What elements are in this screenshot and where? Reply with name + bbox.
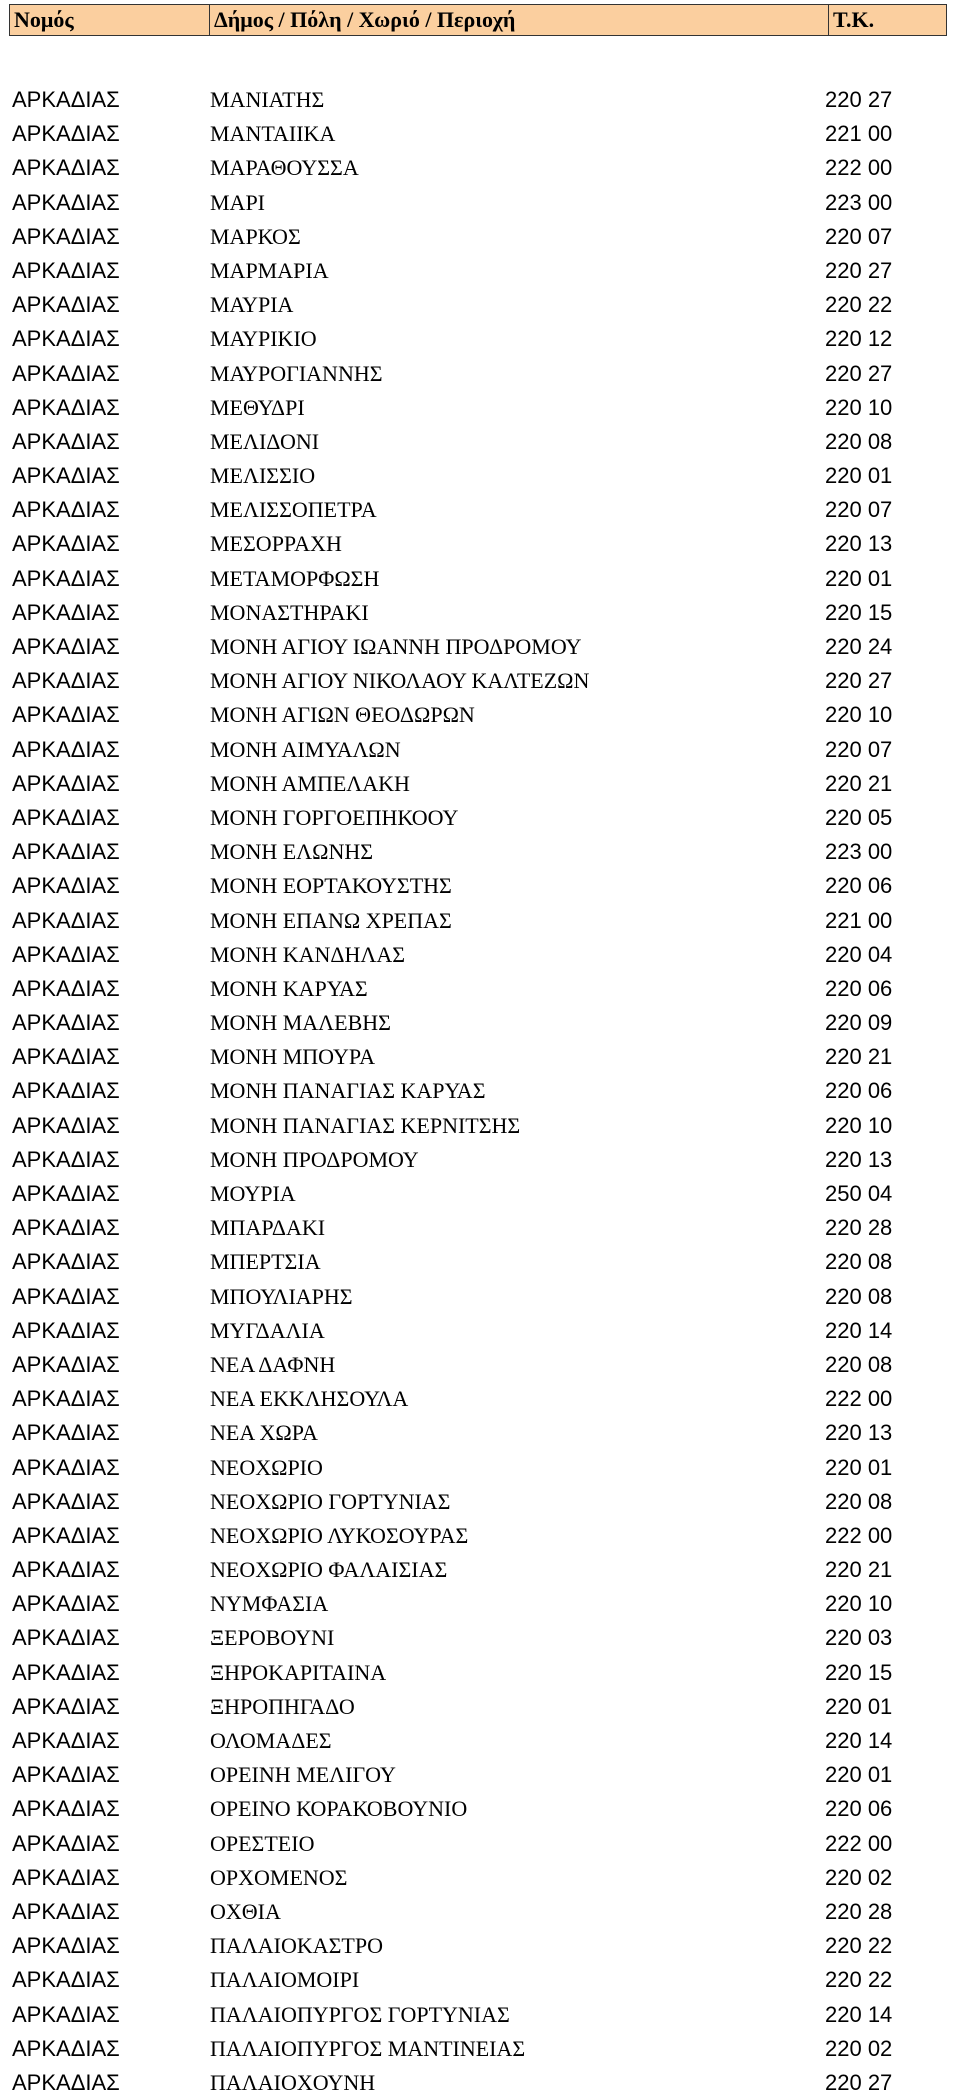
table-row	[0, 1314, 960, 1348]
cell-tk: 220 07	[825, 223, 893, 249]
table-row	[0, 938, 960, 972]
table-row	[0, 1382, 960, 1416]
cell-dimos: ΜΟΝΗ ΑΓΙΩΝ ΘΕΟΔΩΡΩΝ	[210, 702, 475, 728]
cell-nomos: ΑΡΚΑΔΙΑΣ	[12, 1864, 120, 1890]
table-row	[0, 1451, 960, 1485]
cell-dimos: ΜΟΝΗ ΕΠΑΝΩ ΧΡΕΠΑΣ	[210, 907, 452, 933]
cell-nomos: ΑΡΚΑΔΙΑΣ	[12, 1010, 120, 1036]
cell-tk: 220 27	[825, 87, 893, 112]
table-row	[0, 733, 960, 767]
table-row	[0, 1074, 960, 1108]
table-row	[0, 322, 960, 356]
cell-tk: 220 08	[825, 1249, 893, 1275]
cell-nomos: ΑΡΚΑΔΙΑΣ	[12, 1728, 120, 1753]
cell-nomos: ΑΡΚΑΔΙΑΣ	[12, 975, 120, 1001]
table-row	[0, 1758, 960, 1792]
table-row	[0, 117, 960, 151]
cell-tk: 220 06	[825, 873, 893, 899]
table-row	[0, 664, 960, 698]
table-body	[0, 83, 960, 2100]
cell-tk: 220 27	[825, 257, 893, 283]
cell-tk: 220 21	[825, 770, 893, 796]
cell-nomos: ΑΡΚΑΔΙΑΣ	[12, 668, 120, 694]
cell-tk: 220 28	[825, 1898, 893, 1924]
cell-dimos: ΜΟΝΗ ΚΑΝΔΗΛΑΣ	[210, 941, 406, 967]
cell-dimos: ΜΟΝΗ ΠΑΝΑΓΙΑΣ ΚΕΡΝΙΤΣΗΣ	[210, 1112, 521, 1138]
table-row	[0, 1040, 960, 1074]
cell-nomos: ΑΡΚΑΔΙΑΣ	[12, 1454, 120, 1480]
cell-tk: 220 28	[825, 1215, 893, 1241]
cell-tk: 220 14	[825, 2001, 893, 2027]
table-header	[9, 4, 947, 36]
cell-tk: 222 00	[825, 1830, 893, 1856]
cell-nomos: ΑΡΚΑΔΙΑΣ	[12, 941, 120, 967]
cell-dimos: ΜΟΝΗ ΑΓΙΟΥ ΝΙΚΟΛΑΟΥ ΚΑΛΤΕΖΩΝ	[210, 668, 590, 694]
table-row	[0, 1177, 960, 1211]
table-row	[0, 767, 960, 801]
cell-nomos: ΑΡΚΑΔΙΑΣ	[12, 1762, 120, 1788]
cell-nomos: ΑΡΚΑΔΙΑΣ	[12, 394, 120, 420]
cell-nomos: ΑΡΚΑΔΙΑΣ	[12, 463, 120, 489]
cell-tk: 220 06	[825, 975, 893, 1001]
cell-nomos: ΑΡΚΑΔΙΑΣ	[12, 155, 120, 181]
cell-tk: 220 02	[825, 2035, 893, 2061]
cell-dimos: ΝΥΜΦΑΣΙΑ	[210, 1591, 329, 1617]
cell-dimos: ΜΟΝΗ ΑΙΜΥΑΛΩΝ	[210, 736, 401, 762]
cell-nomos: ΑΡΚΑΔΙΑΣ	[12, 1488, 120, 1514]
cell-dimos: ΠΑΛΑΙΟΧΟΥΝΗ	[210, 2069, 376, 2095]
cell-nomos: ΑΡΚΑΔΙΑΣ	[12, 1625, 120, 1651]
cell-nomos: ΑΡΚΑΔΙΑΣ	[12, 907, 120, 933]
table-row	[0, 1485, 960, 1519]
cell-tk: 220 21	[825, 1044, 893, 1070]
cell-tk: 220 10	[825, 1112, 893, 1138]
cell-tk: 220 09	[825, 1010, 893, 1036]
table-row	[0, 1724, 960, 1758]
cell-dimos: ΜΕΛΙΣΣΙΟ	[210, 463, 316, 489]
cell-nomos: ΑΡΚΑΔΙΑΣ	[12, 292, 120, 318]
table-row	[0, 2066, 960, 2100]
table-row	[0, 2032, 960, 2066]
table-row	[0, 527, 960, 561]
table-row	[0, 1998, 960, 2032]
cell-dimos: ΜΑΥΡΙΚΙΟ	[210, 326, 317, 352]
cell-tk: 220 14	[825, 1728, 893, 1753]
cell-nomos: ΑΡΚΑΔΙΑΣ	[12, 1181, 120, 1206]
cell-dimos: ΝΕΟΧΩΡΙΟ	[210, 1454, 323, 1480]
table-row	[0, 83, 960, 117]
cell-dimos: ΠΑΛΑΙΟΜΟΙΡΙ	[210, 1967, 360, 1993]
cell-tk: 220 06	[825, 1078, 893, 1104]
cell-tk: 220 01	[825, 565, 893, 591]
cell-dimos: ΜΟΝΗ ΜΑΛΕΒΗΣ	[210, 1010, 391, 1036]
cell-nomos: ΑΡΚΑΔΙΑΣ	[12, 599, 120, 625]
cell-nomos: ΑΡΚΑΔΙΑΣ	[12, 1830, 120, 1856]
cell-tk: 220 10	[825, 394, 893, 420]
cell-tk: 221 00	[825, 121, 893, 147]
cell-dimos: ΠΑΛΑΙΟΠΥΡΓΟΣ ΓΟΡΤΥΝΙΑΣ	[210, 2001, 510, 2027]
cell-dimos: ΜΕΛΙΣΣΟΠΕΤΡΑ	[210, 497, 377, 523]
cell-dimos: ΜΑΡΜΑΡΙΑ	[210, 257, 329, 283]
cell-dimos: ΟΡΧΟΜΕΝΟΣ	[210, 1864, 348, 1890]
cell-dimos: ΜΑΥΡΟΓΙΑΝΝΗΣ	[210, 360, 383, 386]
cell-tk: 223 00	[825, 189, 893, 215]
cell-nomos: ΑΡΚΑΔΙΑΣ	[12, 257, 120, 283]
table-row	[0, 1929, 960, 1963]
cell-nomos: ΑΡΚΑΔΙΑΣ	[12, 839, 120, 865]
cell-nomos: ΑΡΚΑΔΙΑΣ	[12, 2069, 120, 2095]
cell-nomos: ΑΡΚΑΔΙΑΣ	[12, 2001, 120, 2027]
cell-dimos: ΝΕΟΧΩΡΙΟ ΦΑΛΑΙΣΙΑΣ	[210, 1557, 448, 1583]
table-row	[0, 1348, 960, 1382]
cell-nomos: ΑΡΚΑΔΙΑΣ	[12, 1933, 120, 1959]
table-row	[0, 835, 960, 869]
table-row	[0, 1280, 960, 1314]
cell-tk: 220 21	[825, 1557, 893, 1583]
cell-dimos: ΜΑΡΚΟΣ	[210, 223, 301, 249]
cell-dimos: ΜΟΝΗ ΠΡΟΔΡΟΜΟΥ	[210, 1146, 419, 1172]
cell-dimos: ΟΡΕΙΝΗ ΜΕΛΙΓΟΥ	[210, 1762, 396, 1788]
table-row	[0, 1211, 960, 1245]
cell-dimos: ΜΕΛΙΔΟΝΙ	[210, 428, 320, 454]
table-row	[0, 562, 960, 596]
cell-tk: 221 00	[825, 907, 893, 933]
cell-dimos: ΜΟΝΑΣΤΗΡΑΚΙ	[210, 599, 369, 625]
cell-dimos: ΠΑΛΑΙΟΚΑΣΤΡΟ	[210, 1933, 383, 1959]
table-row	[0, 869, 960, 903]
cell-tk: 220 10	[825, 702, 893, 728]
cell-tk: 220 07	[825, 736, 893, 762]
cell-tk: 220 08	[825, 1351, 893, 1377]
cell-nomos: ΑΡΚΑΔΙΑΣ	[12, 531, 120, 557]
cell-tk: 220 13	[825, 531, 893, 557]
cell-tk: 220 04	[825, 941, 893, 967]
cell-dimos: ΟΧΘΙΑ	[210, 1898, 281, 1924]
table-row	[0, 1656, 960, 1690]
cell-tk: 222 00	[825, 155, 893, 181]
table-row	[0, 1109, 960, 1143]
cell-tk: 220 27	[825, 360, 893, 386]
cell-dimos: ΜΟΝΗ ΜΠΟΥΡΑ	[210, 1044, 375, 1070]
cell-nomos: ΑΡΚΑΔΙΑΣ	[12, 428, 120, 454]
cell-tk: 220 12	[825, 326, 893, 352]
cell-dimos: ΜΠΟΥΛΙΑΡΗΣ	[210, 1283, 353, 1309]
cell-tk: 222 00	[825, 1522, 893, 1548]
cell-nomos: ΑΡΚΑΔΙΑΣ	[12, 1386, 120, 1412]
cell-tk: 220 08	[825, 1488, 893, 1514]
header-dimos: Δήμος / Πόλη / Χωριό / Περιοχή	[209, 5, 828, 35]
cell-tk: 220 22	[825, 1933, 893, 1959]
cell-nomos: ΑΡΚΑΔΙΑΣ	[12, 497, 120, 523]
cell-dimos: ΜΕΘΥΔΡΙ	[210, 394, 305, 420]
cell-nomos: ΑΡΚΑΔΙΑΣ	[12, 1693, 120, 1719]
table-row	[0, 1416, 960, 1450]
cell-nomos: ΑΡΚΑΔΙΑΣ	[12, 770, 120, 796]
cell-tk: 222 00	[825, 1386, 893, 1412]
cell-tk: 220 05	[825, 804, 893, 830]
cell-dimos: ΟΡΕΙΝΟ ΚΟΡΑΚΟΒΟΥΝΙΟ	[210, 1796, 468, 1822]
cell-dimos: ΜΟΥΡΙΑ	[210, 1181, 296, 1206]
table-row	[0, 288, 960, 322]
cell-nomos: ΑΡΚΑΔΙΑΣ	[12, 702, 120, 728]
cell-dimos: ΜΑΥΡΙΑ	[210, 292, 294, 318]
cell-nomos: ΑΡΚΑΔΙΑΣ	[12, 223, 120, 249]
cell-tk: 220 01	[825, 1762, 893, 1788]
cell-nomos: ΑΡΚΑΔΙΑΣ	[12, 1420, 120, 1446]
table-row	[0, 1690, 960, 1724]
cell-nomos: ΑΡΚΑΔΙΑΣ	[12, 1317, 120, 1343]
table-row	[0, 220, 960, 254]
cell-tk: 220 13	[825, 1146, 893, 1172]
table-row	[0, 596, 960, 630]
cell-dimos: ΜΑΡΙ	[210, 189, 266, 215]
cell-nomos: ΑΡΚΑΔΙΑΣ	[12, 1146, 120, 1172]
cell-nomos: ΑΡΚΑΔΙΑΣ	[12, 1215, 120, 1241]
cell-dimos: ΠΑΛΑΙΟΠΥΡΓΟΣ ΜΑΝΤΙΝΕΙΑΣ	[210, 2035, 526, 2061]
cell-dimos: ΜΕΤΑΜΟΡΦΩΣΗ	[210, 565, 380, 591]
cell-dimos: ΜΠΑΡΔΑΚΙ	[210, 1215, 326, 1241]
cell-tk: 220 27	[825, 2069, 893, 2095]
cell-nomos: ΑΡΚΑΔΙΑΣ	[12, 1557, 120, 1583]
cell-nomos: ΑΡΚΑΔΙΑΣ	[12, 634, 120, 659]
cell-tk: 220 27	[825, 668, 893, 694]
cell-tk: 220 07	[825, 497, 893, 523]
table-row	[0, 1245, 960, 1279]
table-row	[0, 1895, 960, 1929]
cell-tk: 220 22	[825, 292, 893, 318]
table-row	[0, 630, 960, 664]
cell-dimos: ΜΥΓΔΑΛΙΑ	[210, 1317, 325, 1343]
cell-dimos: ΜΑΝΙΑΤΗΣ	[210, 87, 325, 112]
table-row	[0, 425, 960, 459]
cell-nomos: ΑΡΚΑΔΙΑΣ	[12, 873, 120, 899]
cell-nomos: ΑΡΚΑΔΙΑΣ	[12, 1659, 120, 1685]
cell-dimos: ΞΕΡΟΒΟΥΝΙ	[210, 1625, 335, 1651]
cell-tk: 220 03	[825, 1625, 893, 1651]
table-row	[0, 801, 960, 835]
cell-dimos: ΜΟΝΗ ΑΜΠΕΛΑΚΗ	[210, 770, 410, 796]
cell-dimos: ΝΕΑ ΕΚΚΛΗΣΟΥΛΑ	[210, 1386, 409, 1412]
table-row	[0, 391, 960, 425]
cell-dimos: ΜΟΝΗ ΕΛΩΝΗΣ	[210, 839, 374, 865]
cell-tk: 220 14	[825, 1317, 893, 1343]
cell-tk: 220 10	[825, 1591, 893, 1617]
table-row	[0, 1553, 960, 1587]
table-row	[0, 1827, 960, 1861]
cell-nomos: ΑΡΚΑΔΙΑΣ	[12, 1898, 120, 1924]
cell-dimos: ΜΟΝΗ ΕΟΡΤΑΚΟΥΣΤΗΣ	[210, 873, 452, 899]
cell-nomos: ΑΡΚΑΔΙΑΣ	[12, 1591, 120, 1617]
cell-nomos: ΑΡΚΑΔΙΑΣ	[12, 2035, 120, 2061]
cell-nomos: ΑΡΚΑΔΙΑΣ	[12, 87, 120, 112]
cell-tk: 220 01	[825, 463, 893, 489]
header-tk: Τ.Κ.	[828, 5, 948, 35]
cell-tk: 220 15	[825, 1659, 893, 1685]
cell-tk: 220 08	[825, 1283, 893, 1309]
table-row	[0, 1792, 960, 1826]
cell-tk: 220 15	[825, 599, 893, 625]
table-row	[0, 459, 960, 493]
cell-nomos: ΑΡΚΑΔΙΑΣ	[12, 565, 120, 591]
cell-nomos: ΑΡΚΑΔΙΑΣ	[12, 121, 120, 147]
cell-nomos: ΑΡΚΑΔΙΑΣ	[12, 1967, 120, 1993]
table-row	[0, 1519, 960, 1553]
table-row	[0, 1587, 960, 1621]
table-row	[0, 1143, 960, 1177]
cell-dimos: ΜΟΝΗ ΠΑΝΑΓΙΑΣ ΚΑΡΥΑΣ	[210, 1078, 486, 1104]
cell-dimos: ΞΗΡΟΠΗΓΑΔΟ	[210, 1693, 355, 1719]
cell-dimos: ΟΛΟΜΑΔΕΣ	[210, 1728, 332, 1753]
cell-nomos: ΑΡΚΑΔΙΑΣ	[12, 1078, 120, 1104]
table-row	[0, 1621, 960, 1655]
cell-tk: 220 22	[825, 1967, 893, 1993]
cell-dimos: ΜΟΝΗ ΑΓΙΟΥ ΙΩΑΝΝΗ ΠΡΟΔΡΟΜΟΥ	[210, 634, 582, 659]
cell-nomos: ΑΡΚΑΔΙΑΣ	[12, 360, 120, 386]
cell-dimos: ΝΕΑ ΧΩΡΑ	[210, 1420, 318, 1446]
cell-dimos: ΝΕΟΧΩΡΙΟ ΓΟΡΤΥΝΙΑΣ	[210, 1488, 451, 1514]
cell-tk: 220 01	[825, 1693, 893, 1719]
table-row	[0, 493, 960, 527]
table-row	[0, 254, 960, 288]
cell-tk: 220 24	[825, 634, 893, 659]
cell-tk: 220 06	[825, 1796, 893, 1822]
cell-nomos: ΑΡΚΑΔΙΑΣ	[12, 1249, 120, 1275]
cell-dimos: ΜΠΕΡΤΣΙΑ	[210, 1249, 321, 1275]
cell-dimos: ΞΗΡΟΚΑΡΙΤΑΙΝΑ	[210, 1659, 387, 1685]
table-row	[0, 904, 960, 938]
cell-nomos: ΑΡΚΑΔΙΑΣ	[12, 1351, 120, 1377]
cell-nomos: ΑΡΚΑΔΙΑΣ	[12, 736, 120, 762]
cell-tk: 220 02	[825, 1864, 893, 1890]
cell-tk: 220 13	[825, 1420, 893, 1446]
cell-tk: 220 01	[825, 1454, 893, 1480]
cell-dimos: ΜΟΝΗ ΚΑΡΥΑΣ	[210, 975, 368, 1001]
cell-nomos: ΑΡΚΑΔΙΑΣ	[12, 189, 120, 215]
cell-dimos: ΜΑΡΑΘΟΥΣΣΑ	[210, 155, 359, 181]
cell-tk: 250 04	[825, 1181, 893, 1206]
cell-tk: 220 08	[825, 428, 893, 454]
cell-dimos: ΝΕΟΧΩΡΙΟ ΛΥΚΟΣΟΥΡΑΣ	[210, 1522, 469, 1548]
cell-dimos: ΜΟΝΗ ΓΟΡΓΟΕΠΗΚΟΟΥ	[210, 804, 459, 830]
cell-nomos: ΑΡΚΑΔΙΑΣ	[12, 1112, 120, 1138]
table-row	[0, 1963, 960, 1997]
cell-nomos: ΑΡΚΑΔΙΑΣ	[12, 1796, 120, 1822]
table-row	[0, 357, 960, 391]
cell-nomos: ΑΡΚΑΔΙΑΣ	[12, 326, 120, 352]
cell-dimos: ΜΕΣΟΡΡΑΧΗ	[210, 531, 342, 557]
cell-nomos: ΑΡΚΑΔΙΑΣ	[12, 804, 120, 830]
table-row	[0, 1861, 960, 1895]
cell-nomos: ΑΡΚΑΔΙΑΣ	[12, 1283, 120, 1309]
cell-dimos: ΝΕΑ ΔΑΦΝΗ	[210, 1351, 336, 1377]
table-row	[0, 972, 960, 1006]
cell-dimos: ΜΑΝΤΑΙΙΚΑ	[210, 121, 336, 147]
cell-nomos: ΑΡΚΑΔΙΑΣ	[12, 1522, 120, 1548]
cell-dimos: ΟΡΕΣΤΕΙΟ	[210, 1830, 315, 1856]
cell-tk: 223 00	[825, 839, 893, 865]
cell-nomos: ΑΡΚΑΔΙΑΣ	[12, 1044, 120, 1070]
table-row	[0, 1006, 960, 1040]
table-row	[0, 151, 960, 185]
header-nomos: Νομός	[14, 7, 74, 32]
table-row	[0, 698, 960, 732]
table-row	[0, 186, 960, 220]
